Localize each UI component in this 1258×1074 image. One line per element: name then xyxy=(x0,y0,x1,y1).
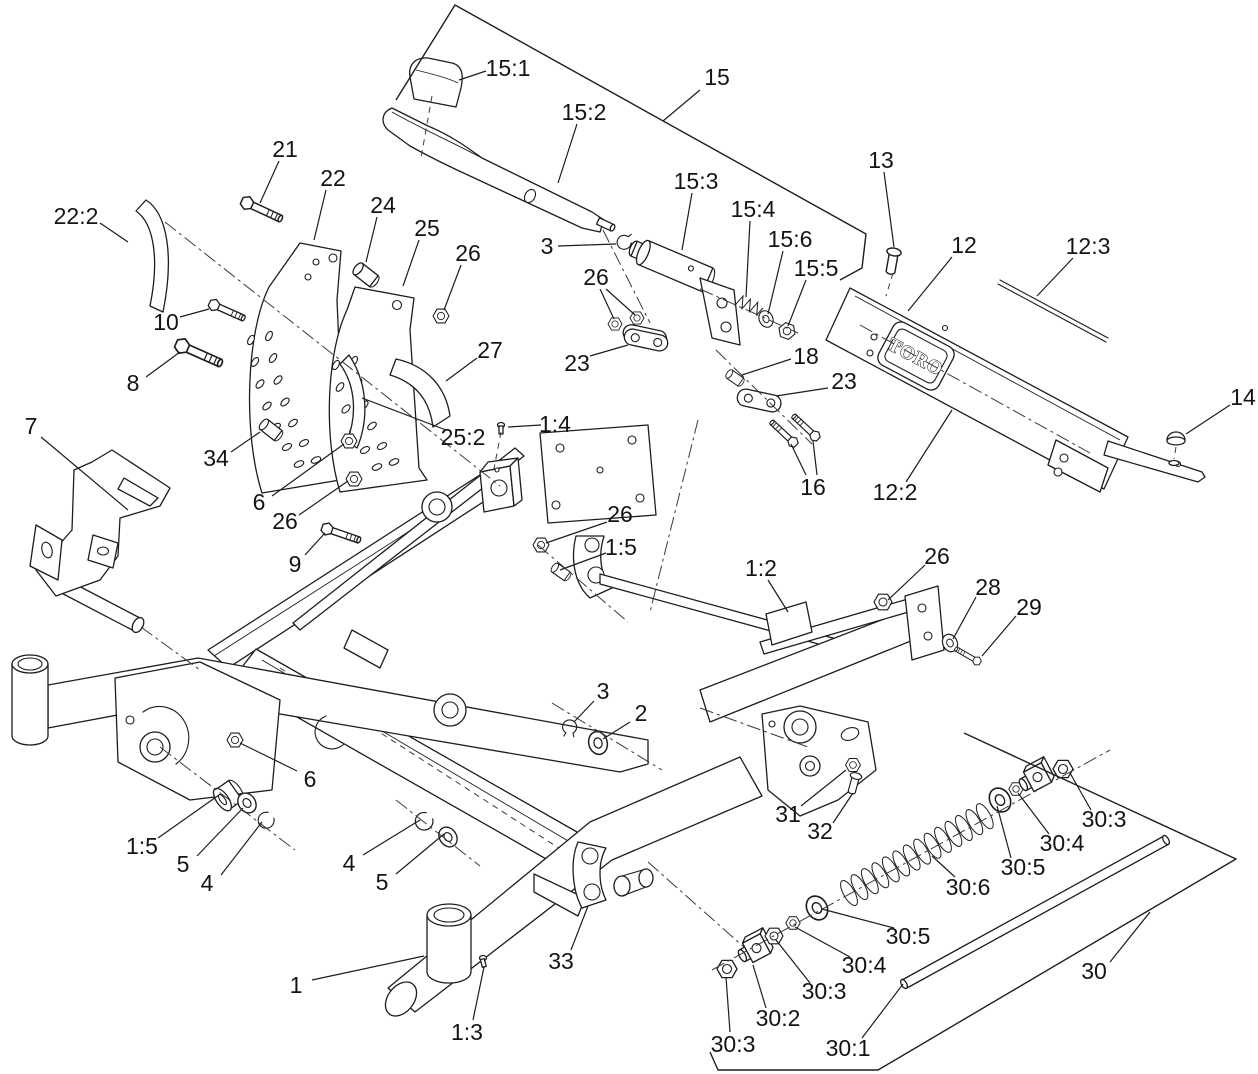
leader-line xyxy=(197,808,243,856)
trim-strip-12-3 xyxy=(998,284,1106,342)
leader-line xyxy=(791,444,806,475)
leader-line xyxy=(726,977,730,1032)
callout-1:2 xyxy=(745,555,788,612)
callout-9 xyxy=(289,533,325,577)
callout-label: 9 xyxy=(288,551,302,577)
callout-30:5 xyxy=(997,806,1045,880)
leader-line xyxy=(1037,258,1073,296)
callout-label: 30:3 xyxy=(1081,806,1127,832)
callout-3 xyxy=(541,233,616,259)
callout-30:4 xyxy=(1018,793,1085,856)
callout-15:3 xyxy=(674,168,719,250)
callout-30:4 xyxy=(795,927,887,978)
callout-22:2 xyxy=(54,203,128,242)
callout-label: 15:3 xyxy=(673,168,719,194)
pin-13 xyxy=(883,247,902,275)
callout-label: 30:1 xyxy=(825,1035,871,1061)
callout-label: 14 xyxy=(1230,384,1256,410)
callout-label: 1:4 xyxy=(539,411,571,437)
washer-30-5 xyxy=(802,892,832,924)
callout-label: 30 xyxy=(1081,958,1107,984)
callout-26 xyxy=(583,264,635,319)
leader-line xyxy=(459,71,486,80)
leader-line xyxy=(884,172,894,247)
leader-line xyxy=(768,251,783,314)
quadrant-plate-25 xyxy=(329,287,427,492)
leader-line xyxy=(822,909,894,928)
leader-line xyxy=(746,221,750,297)
callout-18 xyxy=(742,343,819,375)
callout-12:2 xyxy=(873,410,952,505)
callout-label: 5 xyxy=(375,869,389,895)
callout-label: 30:3 xyxy=(801,978,847,1004)
leader-line xyxy=(558,244,616,246)
callout-label: 12:2 xyxy=(872,479,918,505)
leader-line xyxy=(1110,912,1150,962)
callout-30:6 xyxy=(932,856,990,900)
callout-30:3 xyxy=(711,977,756,1057)
callout-label: 22 xyxy=(320,165,346,191)
leader-line xyxy=(742,359,791,375)
callout-label: 15:1 xyxy=(485,55,531,81)
callout-30 xyxy=(1081,912,1150,984)
callout-label: 30:5 xyxy=(885,923,931,949)
leader-line xyxy=(473,967,484,1020)
end-plate xyxy=(905,586,944,660)
callout-label: 15 xyxy=(704,64,730,90)
callout-label: 34 xyxy=(203,445,229,471)
callout-15:5 xyxy=(788,255,838,326)
callout-25 xyxy=(403,215,440,286)
callout-label: 29 xyxy=(1016,594,1042,620)
callout-label: 26 xyxy=(455,240,481,266)
leader-line xyxy=(146,352,180,377)
callout-label: 26 xyxy=(607,501,633,527)
callout-label: 26 xyxy=(583,264,609,290)
nut-26 xyxy=(433,309,449,323)
callout-label: 15:5 xyxy=(793,255,839,281)
callout-label: 25:2 xyxy=(440,424,486,450)
callout-15 xyxy=(663,64,730,121)
bolt-8 xyxy=(173,336,225,371)
leader-line xyxy=(574,701,594,722)
leader-line xyxy=(813,441,817,475)
callout-12:3 xyxy=(1037,233,1110,296)
pedal-bracket-7 xyxy=(30,450,170,634)
leader-line xyxy=(753,965,766,1008)
leader-line xyxy=(260,161,279,203)
callout-label: 2 xyxy=(634,700,648,726)
callout-27 xyxy=(446,337,503,381)
spacer-18 xyxy=(724,369,745,388)
nut-6 xyxy=(341,434,357,448)
callout-label: 32 xyxy=(807,818,833,844)
leader-line xyxy=(403,240,419,286)
callout-label: 30:3 xyxy=(710,1031,756,1057)
bolt-10 xyxy=(207,297,247,324)
locknut-30-4 xyxy=(786,917,800,929)
right-pivot-bracket xyxy=(762,706,876,816)
callout-12 xyxy=(908,232,977,311)
leader-line xyxy=(180,309,209,317)
leader-line xyxy=(663,90,700,121)
callout-14 xyxy=(1186,384,1256,434)
callout-label: 30:6 xyxy=(945,874,991,900)
leader-line xyxy=(1070,773,1091,810)
leader-line xyxy=(508,425,541,427)
callout-label: 1:5 xyxy=(605,534,637,560)
callout-label: 12:3 xyxy=(1065,233,1111,259)
leader-line xyxy=(558,124,577,183)
leader-line xyxy=(590,345,628,356)
socket-cylinder xyxy=(12,664,48,745)
callout-label: 15:6 xyxy=(767,226,813,252)
callout-label: 4 xyxy=(342,850,356,876)
callout-label: 22:2 xyxy=(53,203,99,229)
callout-label: 28 xyxy=(975,574,1001,600)
callout-13 xyxy=(868,147,894,247)
callout-label: 1 xyxy=(289,972,303,998)
leader-line xyxy=(982,616,1016,656)
callout-label: 8 xyxy=(126,370,140,396)
callout-15:1 xyxy=(459,55,530,81)
leader-line xyxy=(776,388,828,396)
leader-line xyxy=(158,795,219,838)
callout-34 xyxy=(203,432,260,471)
channel-tab xyxy=(344,630,388,668)
leader-line xyxy=(305,533,325,555)
leader-line xyxy=(788,280,806,326)
callout-30:3 xyxy=(1070,773,1126,832)
callout-4 xyxy=(201,822,262,896)
leader-line xyxy=(997,806,1011,858)
callout-label: 21 xyxy=(272,136,298,162)
callout-labels xyxy=(25,55,1256,1061)
nut-26 xyxy=(608,318,622,330)
callout-label: 24 xyxy=(370,192,396,218)
nut-26 xyxy=(874,594,892,610)
nut-26 xyxy=(346,472,362,486)
callout-label: 27 xyxy=(477,337,503,363)
link-plate-23 xyxy=(736,388,783,414)
callout-label: 4 xyxy=(200,870,214,896)
callout-label: 6 xyxy=(252,489,266,515)
callout-label: 1:5 xyxy=(126,833,158,859)
callout-21 xyxy=(260,136,298,203)
console-panel-12 xyxy=(826,247,1205,492)
callout-label: 12 xyxy=(951,232,977,258)
callout-label: 30:4 xyxy=(1039,830,1085,856)
leader-line xyxy=(906,410,952,482)
callout-label: 5 xyxy=(176,851,190,877)
leader-line xyxy=(682,193,692,250)
link-plates-23 xyxy=(621,323,670,352)
callout-15:2 xyxy=(558,99,606,183)
callout-label: 30:2 xyxy=(755,1005,801,1031)
leader-line xyxy=(953,597,976,639)
callout-label: 15:2 xyxy=(561,99,607,125)
right-rear-rail xyxy=(700,586,944,722)
callout-label: 30:5 xyxy=(1000,854,1046,880)
callout-label: 10 xyxy=(153,309,179,335)
callout-label: 30:4 xyxy=(841,952,887,978)
callout-24 xyxy=(366,192,396,262)
leader-line xyxy=(768,580,788,612)
nut-26 xyxy=(630,312,644,324)
nut-30-3 xyxy=(717,960,737,977)
bolt-29 xyxy=(953,645,983,667)
callout-label: 33 xyxy=(548,948,574,974)
callout-label: 23 xyxy=(564,350,590,376)
callout-23 xyxy=(776,368,857,396)
callout-1:4 xyxy=(508,411,571,437)
callout-8 xyxy=(127,352,180,396)
callout-label: 31 xyxy=(775,801,801,827)
spacer-24 xyxy=(351,261,381,289)
leader-line xyxy=(862,984,903,1038)
wear-strip-22-2 xyxy=(136,200,168,312)
leader-line xyxy=(363,820,420,855)
bolt-16 xyxy=(767,417,800,449)
callout-label: 1:3 xyxy=(451,1019,483,1045)
callout-label: 3 xyxy=(540,233,554,259)
callout-16 xyxy=(791,441,826,500)
callout-label: 1:2 xyxy=(745,555,777,581)
bolt-9 xyxy=(320,521,362,546)
callout-label: 23 xyxy=(831,368,857,394)
leader-line xyxy=(100,223,128,242)
callout-10 xyxy=(153,309,209,335)
callout-26 xyxy=(444,240,481,310)
leader-line xyxy=(446,358,477,381)
callout-30:2 xyxy=(753,965,800,1031)
nut-26 xyxy=(533,538,549,552)
callout-3 xyxy=(574,678,609,722)
leader-line xyxy=(1186,405,1230,434)
callout-4 xyxy=(343,820,420,876)
leader-line xyxy=(1018,793,1049,834)
callout-label: 3 xyxy=(596,678,610,704)
leader-line xyxy=(908,257,952,311)
leader-line xyxy=(314,190,326,240)
callout-30:5 xyxy=(822,909,930,949)
callout-label: 18 xyxy=(793,343,819,369)
callout-label: 13 xyxy=(868,147,894,173)
leader-line xyxy=(444,265,461,310)
lift-lever-15-2 xyxy=(383,108,604,232)
toro-logo-text: TORO xyxy=(884,334,947,381)
callout-label: 16 xyxy=(800,474,826,500)
callout-29 xyxy=(982,594,1042,656)
leader-line xyxy=(221,822,262,875)
nut-31 xyxy=(846,759,861,772)
leader-line xyxy=(776,940,810,983)
nut-6 xyxy=(227,733,243,747)
leader-line xyxy=(396,834,444,874)
callout-23 xyxy=(564,345,628,376)
callout-28 xyxy=(953,574,1001,639)
callout-22 xyxy=(314,165,346,240)
callout-label: 7 xyxy=(24,413,38,439)
callout-1:5 xyxy=(126,795,219,859)
callout-label: 6 xyxy=(303,766,317,792)
callout-label: 25 xyxy=(414,215,440,241)
washer-5 xyxy=(435,824,461,851)
callout-label: 26 xyxy=(272,508,298,534)
leader-line xyxy=(366,217,377,262)
callout-label: 15:4 xyxy=(730,196,776,222)
callout-label: 26 xyxy=(924,543,950,569)
callout-5 xyxy=(376,834,444,895)
callout-33 xyxy=(548,906,588,974)
